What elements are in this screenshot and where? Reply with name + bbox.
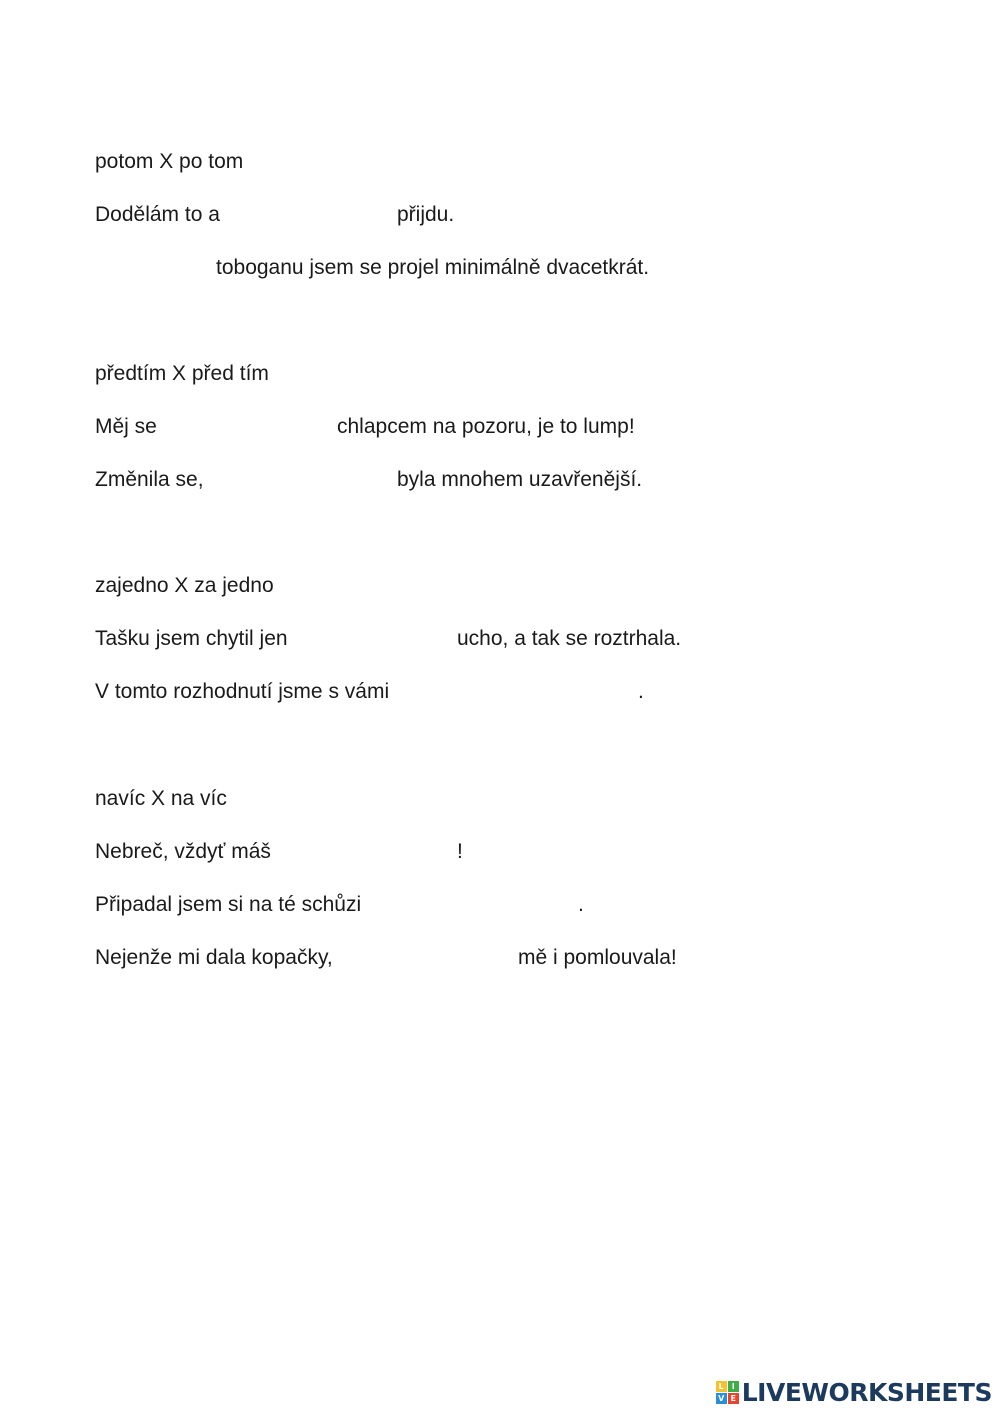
sentence-text-before: Připadal jsem si na té schůzi xyxy=(95,893,362,916)
logo-mark-tile: E xyxy=(728,1393,739,1404)
section-heading: navíc X na víc xyxy=(95,787,227,810)
logo-mark-tile: V xyxy=(716,1393,727,1404)
sentence-text-after: ucho, a tak se roztrhala. xyxy=(457,627,682,650)
answer-blank[interactable] xyxy=(222,468,390,492)
section-heading: zajedno X za jedno xyxy=(95,574,274,597)
section-heading: předtím X před tím xyxy=(95,362,269,385)
sentence-text-before: Nejenže mi dala kopačky, xyxy=(95,946,333,969)
answer-blank[interactable] xyxy=(432,680,632,704)
sentence-text-before: Dodělám to a xyxy=(95,203,220,226)
logo-mark-tile: L xyxy=(716,1381,727,1392)
answer-blank[interactable] xyxy=(297,840,449,864)
logo-mark-icon xyxy=(716,1381,739,1404)
answer-blank[interactable] xyxy=(95,256,210,280)
sentence-text-after: byla mnohem uzavřenější. xyxy=(397,468,643,491)
sentence-text-after: přijdu. xyxy=(397,203,455,226)
sentence-text-before: Tašku jsem chytil jen xyxy=(95,627,288,650)
answer-blank[interactable] xyxy=(400,893,572,917)
sentence-text-after: . xyxy=(578,893,584,916)
sentence-text-before: Měj se xyxy=(95,415,157,438)
answer-blank[interactable] xyxy=(316,627,450,651)
sentence-text-before: Změnila se, xyxy=(95,468,204,491)
logo-text: LIVEWORKSHEETS xyxy=(741,1377,992,1407)
sentence-text-before: V tomto rozhodnutí jsme s vámi xyxy=(95,680,390,703)
answer-blank[interactable] xyxy=(240,203,390,227)
sentence-text-after: ! xyxy=(457,840,463,863)
sentence-text-before: Nebreč, vždyť máš xyxy=(95,840,271,863)
sentence-text-after: . xyxy=(638,680,644,703)
answer-blank[interactable] xyxy=(368,946,510,970)
answer-blank[interactable] xyxy=(170,415,330,439)
sentence-text-after: chlapcem na pozoru, je to lump! xyxy=(337,415,635,438)
sentence-text-after: mě i pomlouvala! xyxy=(518,946,677,969)
section-heading: potom X po tom xyxy=(95,150,244,173)
sentence-text-after: toboganu jsem se projel minimálně dvacetkrát. xyxy=(216,256,650,279)
logo-mark-tile: I xyxy=(728,1381,739,1392)
liveworksheets-logo xyxy=(716,1377,992,1407)
